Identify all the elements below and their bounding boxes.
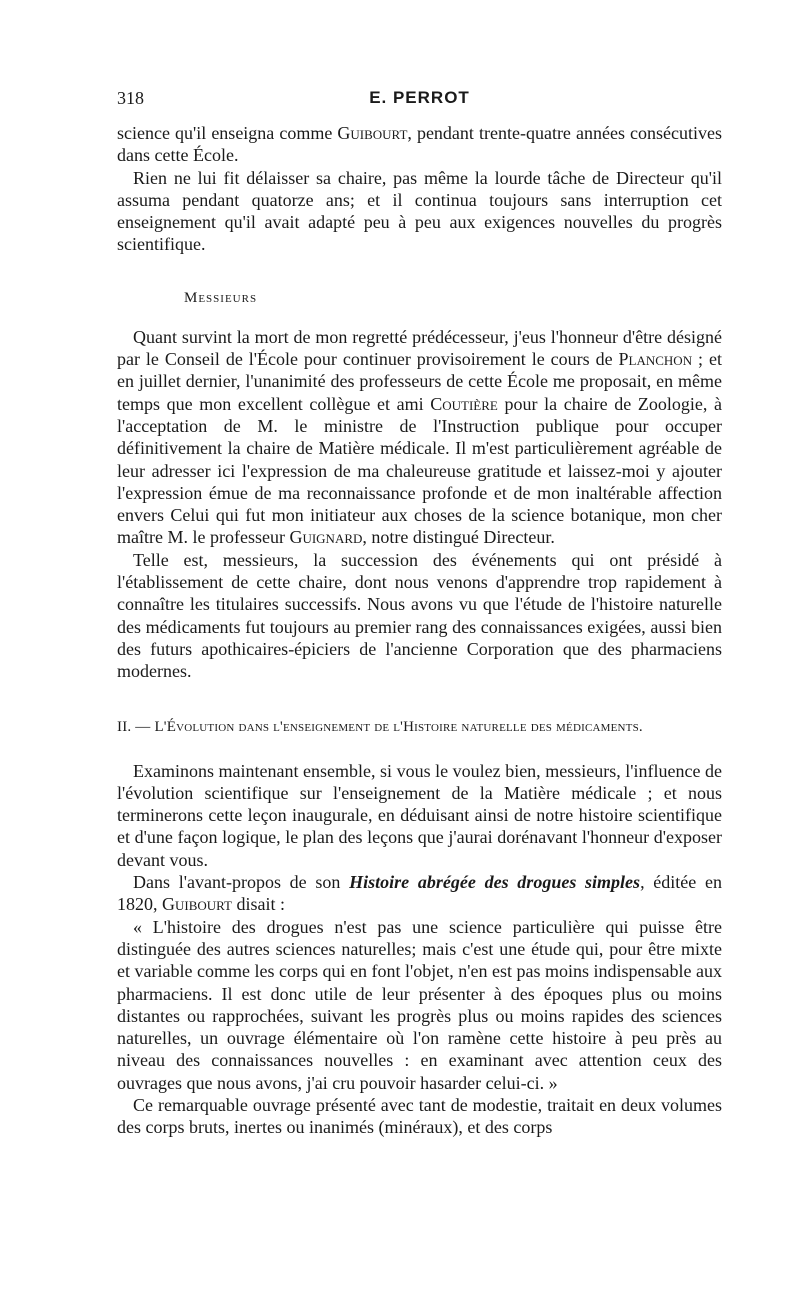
quotation-paragraph: « L'histoire des drogues n'est pas une science particulière qui puisse être distinguée des autres sciences naturelles; mais c'est une étude qui, pour être mixte et variable comme les corps qui en font l'objet, n'en est pas moins indispensable aux pharmaciens. Il est donc utile de leur présenter à des époques plus ou moins distantes ou rapprochées, suivant les progrès plus ou moins rapides des sciences naturelles, un ouvrage élémentaire où l'on ramène cette histoire à peu près au niveau des connaissances nouvelles : en examinant avec attention ceux des ouvrages que nous avons, j'ai cru pouvoir hasarder celui-ci. » — [117, 916, 722, 1093]
paragraph-6 — [117, 871, 722, 916]
author-name-guibourt: Guibourt — [162, 894, 232, 915]
page-header — [117, 88, 722, 112]
text-span: science qu'il enseigna comme — [117, 123, 338, 143]
book-title: Histoire abrégée des drogues simples — [349, 872, 641, 893]
paragraph-2: Rien ne lui fit délaisser sa chaire, pas même la lourde tâche de Directeur qu'il assuma pendant quatorze ans; et il continua toujours sans interruption cet enseignement qu'il avait adapté peu à peu aux exigences nouvelles du progrès scientifique. — [117, 167, 722, 255]
author-name-coutiere: Coutière — [430, 393, 498, 414]
text-span: , pendant trente-quatre années consécutives dans cette École. — [117, 123, 722, 166]
page-number: 318 — [117, 88, 144, 108]
section-heading: II. — L'Évolution dans l'enseignement de l'Histoire naturelle des médicaments. — [117, 718, 643, 735]
paragraph-5: Examinons maintenant ensemble, si vous le voulez bien, messieurs, l'influence de l'évolution scientifique sur l'enseignement de la Matière médicale ; et nous terminerons cette leçon inaugurale, en déduisant ainsi de notre histoire scientifique et d'une façon logique, le plan des leçons que j'aurai dorénavant l'honneur d'exposer devant vous. — [117, 760, 722, 870]
document-page — [117, 88, 722, 1139]
text-span: disait : — [232, 894, 285, 915]
text-span: Dans l'avant-propos de son — [133, 872, 350, 893]
text-span: pour la chaire de Zoologie, à l'acceptation de M. le ministre de l'Instruction publique pour occuper définitivement la chaire de Matière médicale. Il m'est particulièrement agréable de leur adresser ici l'expression de ma chaleureuse gratitude et laissez-moi y ajouter l'expression émue de ma reconnaissance profonde et de mon inaltérable affection envers Celui qui fut mon initiateur aux choses de la science botanique, mon cher maître M. le professeur — [117, 393, 722, 548]
text-span: Quant survint la mort de mon regretté prédécesseur, j'eus l'honneur d'être désigné par le Conseil de l'École pour continuer provisoirement le cours de — [117, 326, 722, 370]
author-name-guignard: Guignard — [289, 527, 363, 548]
author-name-guibourt: Guibourt — [337, 123, 408, 143]
text-span: , éditée en 1820, — [117, 872, 722, 915]
paragraph-8: Ce remarquable ouvrage présenté avec tant de modestie, traitait en deux volumes des corps bruts, inertes ou inanimés (minéraux), et des corps — [117, 1094, 722, 1138]
paragraph-1 — [117, 122, 722, 167]
running-head: E. PERROT — [369, 88, 470, 107]
author-name-planchon: Planchon — [618, 349, 693, 370]
paragraph-3 — [117, 326, 722, 549]
text-span: , notre distingué Directeur. — [362, 527, 555, 548]
text-span: ; et en juillet dernier, l'unanimité des professeurs de cette École me proposait, en même temps que mon excellent collègue et ami — [117, 349, 722, 414]
address-messieurs: Messieurs — [184, 289, 258, 306]
paragraph-4: Telle est, messieurs, la succession des événements qui ont présidé à l'établissement de cette chaire, dont nous venons d'apprendre trop rapidement à connaître les titulaires successifs. Nous avons vu que l'étude de l'histoire naturelle des médicaments fut toujours au premier rang des connaissances exigées, aussi bien des futurs apothicaires-épiciers de l'ancienne Corporation que des pharmaciens modernes. — [117, 549, 722, 682]
